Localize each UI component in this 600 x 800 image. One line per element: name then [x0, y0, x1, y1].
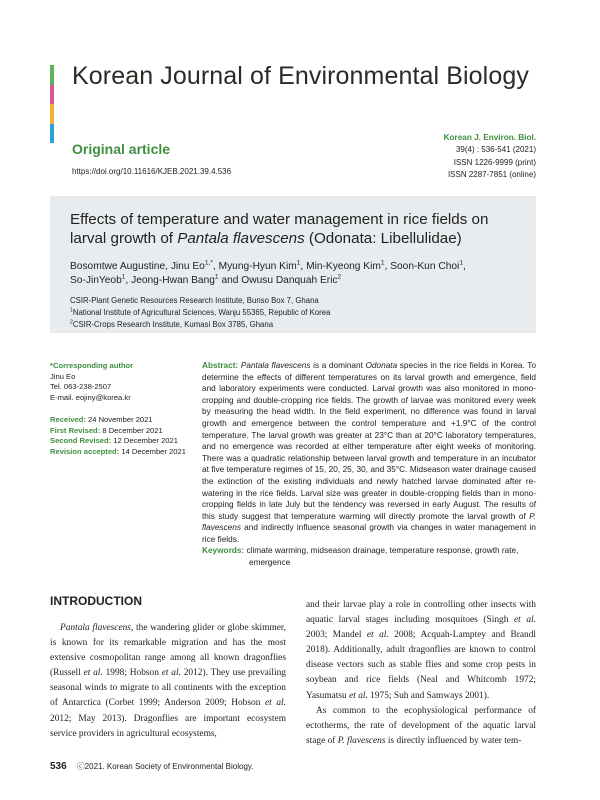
title-text-end: (Odonata: Libellulidae) — [304, 230, 462, 247]
author: Myung-Hyun Kim$^1$, — [218, 259, 307, 272]
author: Min-Kyeong Kim$^1$, — [306, 259, 391, 272]
article-dates — [50, 415, 200, 457]
abstract-label: Abstract: — [202, 361, 239, 370]
title-species: Pantala flavescens — [177, 230, 305, 247]
color-bar-segment-yellow — [50, 104, 54, 124]
color-bar-segment-green — [50, 65, 54, 85]
color-bar-segment-pink — [50, 85, 54, 105]
article-title — [70, 210, 516, 248]
article-info-sidebar — [50, 361, 200, 457]
affiliations — [70, 295, 516, 330]
affiliation-2: $^2$CSIR-Crops Research Institute, Kumasi Box 3785, Ghana — [70, 319, 274, 329]
journal-abbreviation: Korean J. Environ. Biol. — [443, 133, 536, 142]
date-first-revised: First Revised: 8 December 2021 — [50, 425, 163, 435]
body-text-left-column: Pantala flavescens, the wandering glider or globe skimmer, is known for its remarkable migration and has the most extensive cosmopolitan range among all known dragonflies (Russell et al. 1998; Hobson et al. 2012). They use prevailing seasonal winds to migrate to all continents with the exception of Antarctica (Corbet 1999; Anderson 2009; Hobson et al. 2012; May 2013). Dragonflies are important ecosystem service providers in agricultural ecosystems, — [50, 623, 287, 739]
affiliation-1: $^1$National Institute of Agricultural Sciences, Wanju 55365, Republic of Korea — [70, 307, 331, 317]
date-revision-accepted: Revision accepted: 14 December 2021 — [50, 446, 186, 456]
paragraph: As common to the ecophysiological performance of ectotherms, the rate of development of the aquatic larval stage of P. flavescens is directly influenced by water tem- — [306, 705, 536, 746]
author: Bosomtwe Augustine, — [70, 261, 168, 272]
abstract: Abstract: Pantala flavescens is a dominant Odonata species in the rice fields in Korea. To determine the effects of different temperatures on its larval growth and emergence, field and laboratory experiments were conducted. Larval growth was also monitored in mono-cropping and double-cropping rice fields. The growth of larvae was monitored every week by measuring the head width. In the field experiment, no difference was found in larval growth and emergence between the control temperature and +1.9°C of the control temperature. The larval growth was greater at 23°C than at 20°C laboratory temperatures, and no emergence was recorded at either temperature after eight weeks of monitoring. There was a quadratic relationship between larval growth and temperature in an incubator at five temperature regimes of 15, 20, 25, 30, and 35°C. Midseason water drainage caused the extinction of the existing individuals and newly hatched larvae dominated after re-watering in the rice fields. Larval size was greater in double-cropping fields than in mono-cropping fields in late July but the tendency was reversed in early August. The results of this study suggest that temperature warming will directly promote the larval growth of P. flavescens and indirectly influence seasonal growth via changes in water management in rice fields. — [202, 361, 536, 544]
date-second-revised: Second Revised: 12 December 2021 — [50, 436, 178, 445]
title-text: Effects of temperature and water management in rice fields on larval growth of — [70, 211, 489, 247]
issn-print: ISSN 1226-9999 (print) — [453, 157, 536, 167]
body-text-right-column — [306, 598, 536, 749]
corresponding-author-tel: Tel. 063-238-2507 — [50, 382, 112, 391]
section-heading-introduction: INTRODUCTION — [50, 594, 142, 608]
copyright-notice: ⓒ2021. Korean Society of Environmental Biology. — [76, 762, 254, 771]
page-footer — [50, 761, 254, 772]
author: Soon-Kun Choi$^1$, — [390, 259, 466, 272]
keywords-line-1: climate warming, midseason drainage, temperature response, growth rate, — [246, 546, 519, 555]
affiliation-main: CSIR-Plant Genetic Resources Research Institute, Bunso Box 7, Ghana — [70, 296, 319, 305]
article-type: Original article — [72, 141, 171, 157]
issn-online: ISSN 2287-7851 (online) — [447, 170, 536, 180]
corresponding-author-name: Jinu Eo — [50, 371, 76, 381]
title-box — [50, 196, 536, 333]
date-received: Received: 24 November 2021 — [50, 415, 153, 424]
keywords — [202, 545, 536, 568]
volume-pages: 39(4) : 536-541 (2021) — [455, 145, 536, 155]
journal-title: Korean Journal of Environmental Biology — [72, 62, 529, 90]
correspondence — [50, 361, 200, 403]
color-bar-segment-blue — [50, 124, 54, 144]
keywords-line-2: emergence — [249, 557, 291, 567]
author: Jeong-Hwan Bang$^1$ and — [131, 273, 242, 286]
author-list — [70, 260, 516, 288]
citation-block — [444, 132, 536, 182]
author: So-JinYeob$^1$, — [70, 273, 132, 286]
paragraph: and their larvae play a role in controlling other insects with aquatic larval stages including mosquitoes (Singh et al. 2003; Mandel et al. 2008; Acquah-Lamptey and Brandl 2018). Additionally, adult dragonflies are known to control disease vectors such as stable flies and some crop pests in soybean and rice fields (Neal and Whitcomb 1972; Yasumatsu et al. 1975; Suh and Samways 2001). — [306, 600, 536, 701]
corresponding-author-label: *Corresponding author — [50, 361, 134, 370]
doi-link[interactable]: https://doi.org/10.11616/KJEB.2021.39.4.536 — [72, 167, 232, 176]
author: Jinu $Eo^{1,*}$, — [170, 259, 219, 272]
journal-color-bar — [50, 65, 54, 143]
page-number: 536 — [50, 761, 67, 772]
keywords-label: Keywords: — [202, 546, 245, 555]
corresponding-author-email[interactable]: E-mail. eojiny@korea.kr — [50, 392, 131, 402]
author: Owusu Danquah Eric$^2$ — [241, 273, 342, 286]
